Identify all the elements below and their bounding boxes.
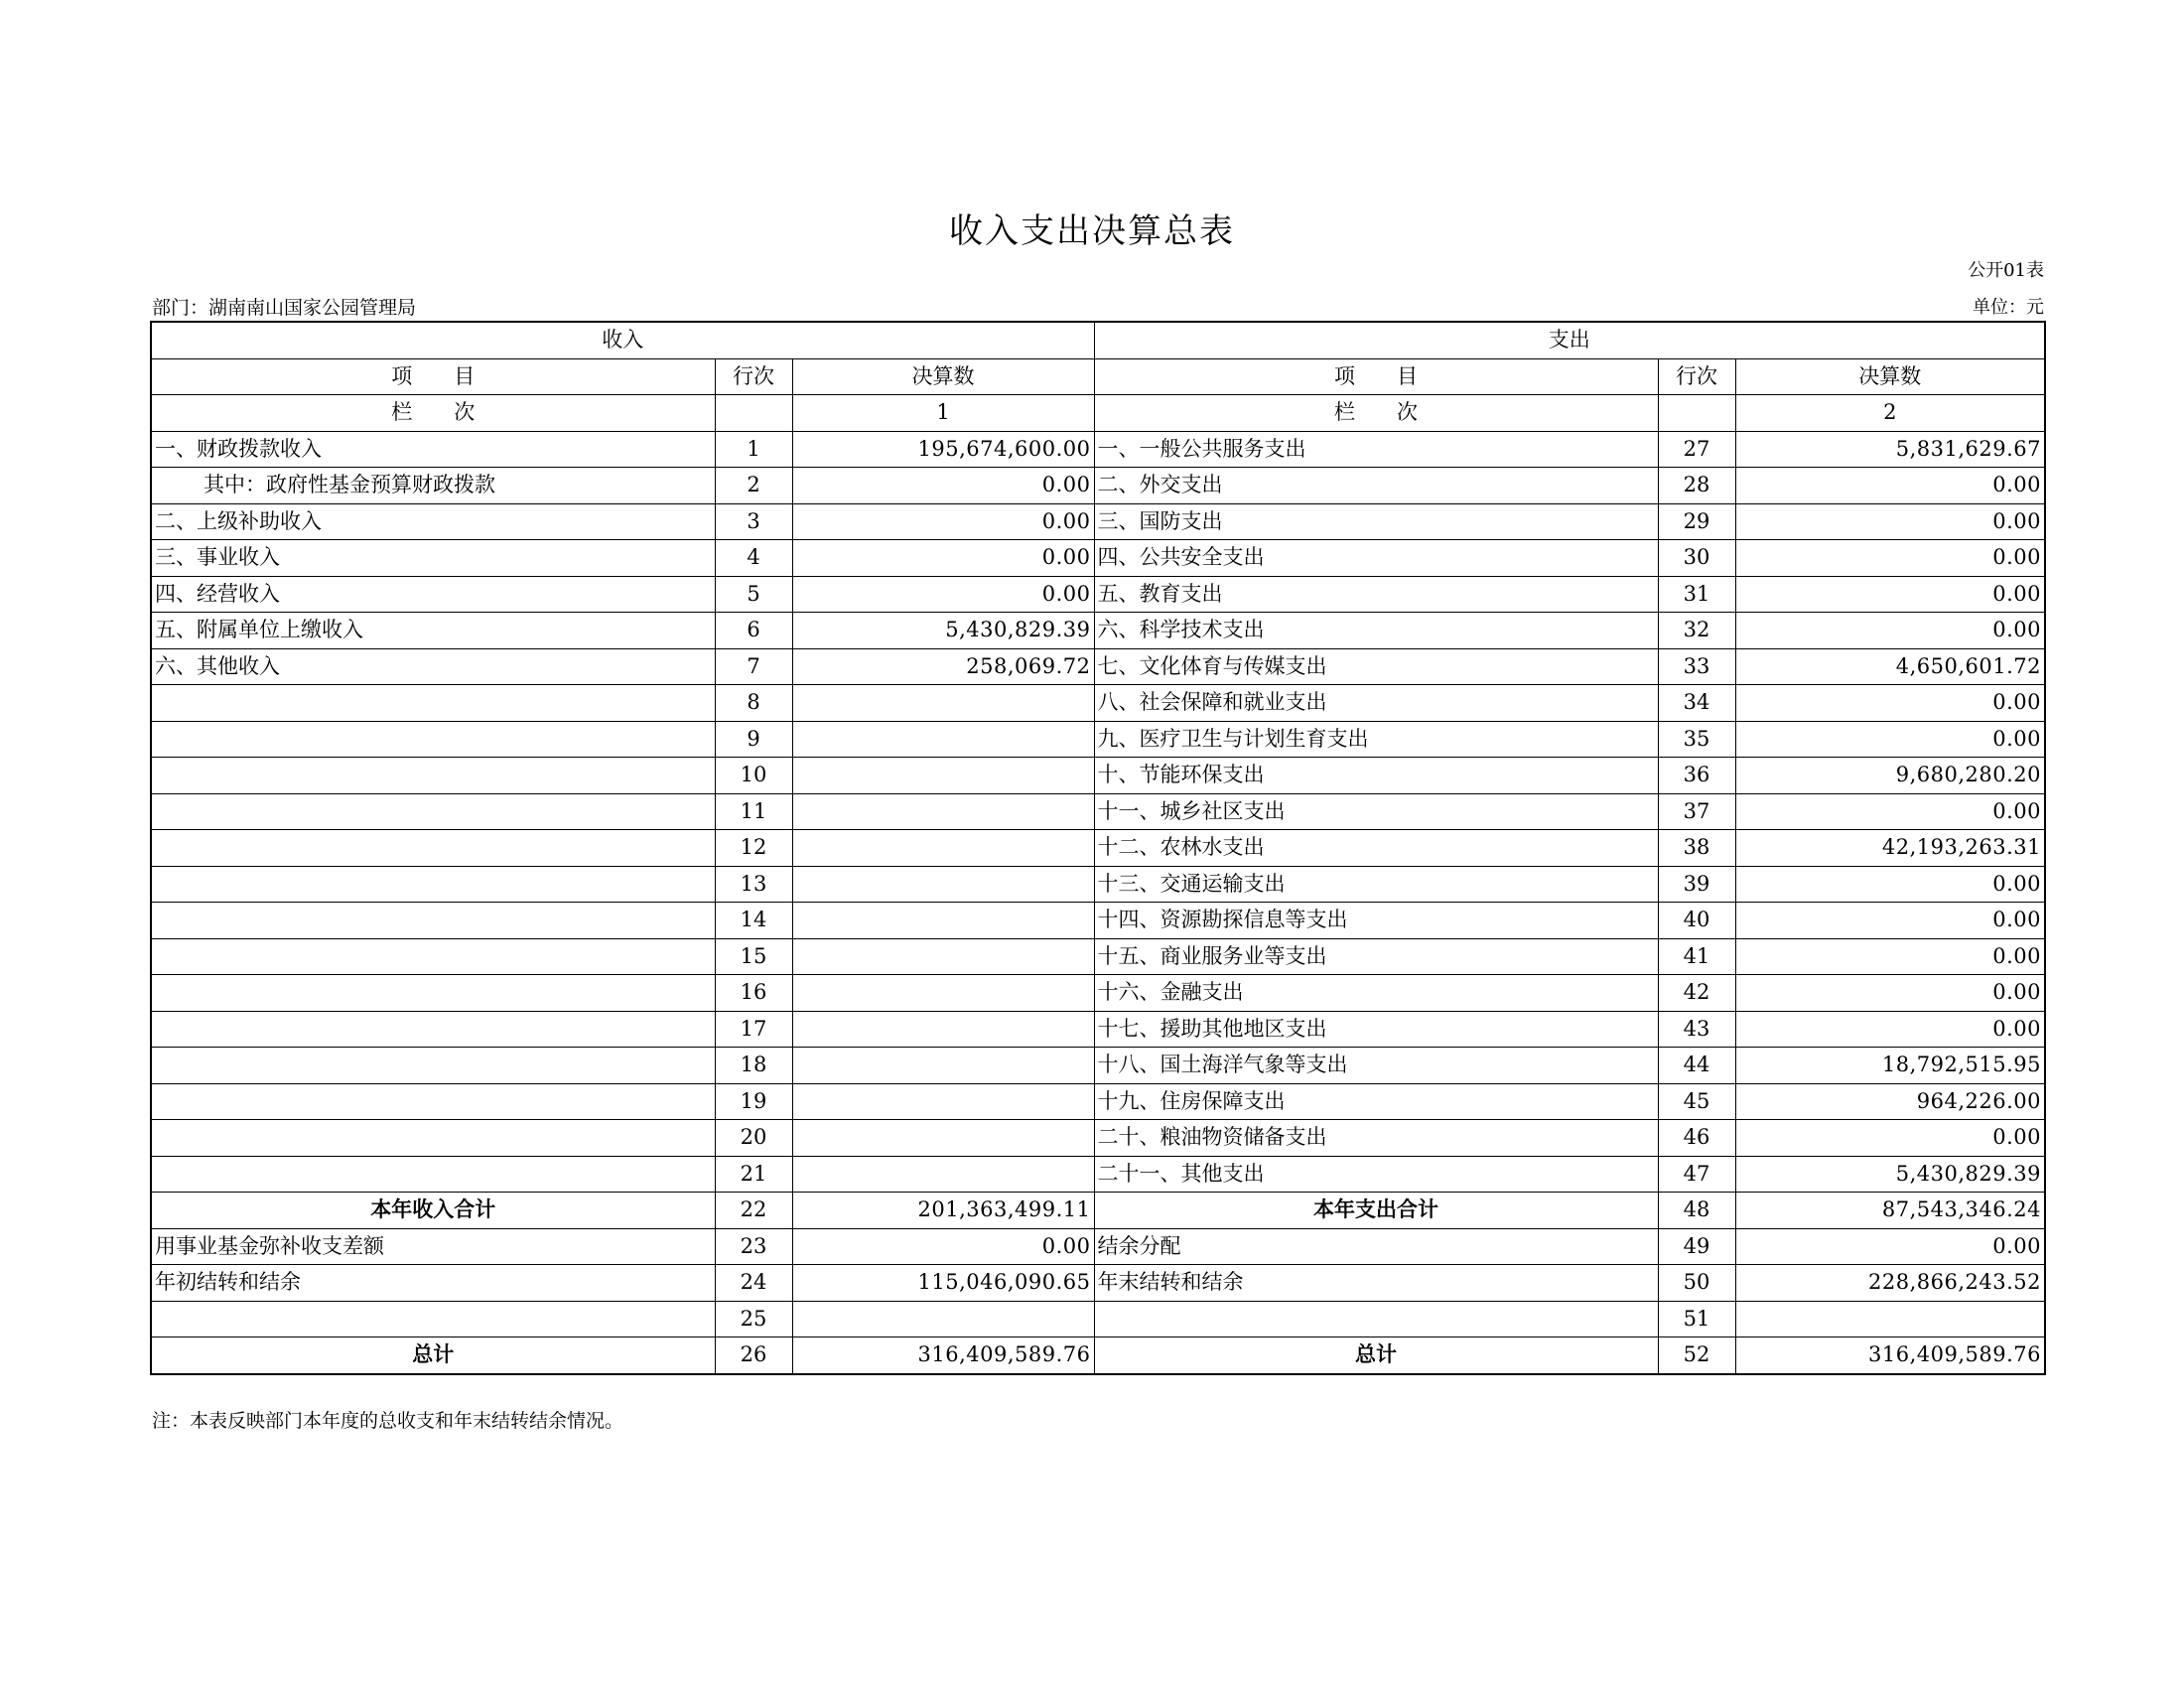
income-item-cell	[151, 793, 715, 830]
income-amount-header: 决算数	[792, 358, 1094, 395]
table-row	[151, 468, 2045, 504]
expense-row-no-cell: 52	[1658, 1337, 1735, 1374]
income-row-no-cell: 20	[715, 1120, 792, 1157]
expense-amount-cell: 0.00	[1735, 793, 2045, 830]
income-amount-cell	[792, 866, 1094, 903]
expense-amount-cell: 0.00	[1735, 468, 2045, 504]
income-row-no-header: 行次	[715, 358, 792, 395]
income-item-cell: 六、其他收入	[151, 648, 715, 685]
table-row	[151, 793, 2045, 830]
expense-row-no-cell: 33	[1658, 648, 1735, 685]
income-item-cell: 五、附属单位上缴收入	[151, 613, 715, 649]
income-item-cell: 其中：政府性基金预算财政拨款	[151, 468, 715, 504]
table-row	[151, 1011, 2045, 1048]
expense-amount-cell: 316,409,589.76	[1735, 1337, 2045, 1374]
income-row-no-cell: 11	[715, 793, 792, 830]
expense-item-cell: 二、外交支出	[1094, 468, 1658, 504]
expense-item-cell: 二十、粮油物资储备支出	[1094, 1120, 1658, 1157]
income-row-no-cell: 23	[715, 1228, 792, 1265]
income-amount-cell	[792, 830, 1094, 867]
income-amount-cell: 316,409,589.76	[792, 1337, 1094, 1374]
expense-amount-cell: 0.00	[1735, 540, 2045, 577]
table-row	[151, 503, 2045, 540]
income-item-cell	[151, 830, 715, 867]
income-row-no-cell: 18	[715, 1048, 792, 1084]
expense-amount-cell: 0.00	[1735, 613, 2045, 649]
income-amount-cell	[792, 758, 1094, 794]
table-row	[151, 685, 2045, 722]
expense-item-cell: 四、公共安全支出	[1094, 540, 1658, 577]
expense-row-no-cell: 51	[1658, 1301, 1735, 1337]
income-row-no-cell: 4	[715, 540, 792, 577]
expense-row-no-cell: 41	[1658, 938, 1735, 975]
income-item-cell	[151, 1156, 715, 1193]
expense-amount-cell: 0.00	[1735, 1011, 2045, 1048]
expense-column-label: 栏 次	[1094, 395, 1658, 432]
expense-row-no-cell: 37	[1658, 793, 1735, 830]
expense-item-cell: 十四、资源勘探信息等支出	[1094, 903, 1658, 939]
income-amount-cell	[792, 903, 1094, 939]
expense-column-number: 2	[1735, 395, 2045, 432]
income-row-no-cell: 22	[715, 1193, 792, 1229]
table-row	[151, 648, 2045, 685]
income-item-cell	[151, 685, 715, 722]
expense-row-no-cell: 31	[1658, 576, 1735, 613]
income-amount-cell: 5,430,829.39	[792, 613, 1094, 649]
expense-item-cell: 八、社会保障和就业支出	[1094, 685, 1658, 722]
footnote: 注：本表反映部门本年度的总收支和年末结转结余情况。	[152, 1410, 624, 1432]
expense-item-cell: 十五、商业服务业等支出	[1094, 938, 1658, 975]
expense-amount-cell: 5,430,829.39	[1735, 1156, 2045, 1193]
expense-row-no-cell: 34	[1658, 685, 1735, 722]
page-title: 收入支出决算总表	[949, 211, 1235, 251]
income-amount-cell: 195,674,600.00	[792, 431, 1094, 468]
table-row	[151, 431, 2045, 468]
income-item-header: 项 目	[151, 358, 715, 395]
income-row-no-cell: 25	[715, 1301, 792, 1337]
income-amount-cell: 0.00	[792, 540, 1094, 577]
expense-amount-cell: 964,226.00	[1735, 1083, 2045, 1120]
expense-item-cell: 十八、国土海洋气象等支出	[1094, 1048, 1658, 1084]
income-item-cell	[151, 1011, 715, 1048]
expense-row-no-cell: 38	[1658, 830, 1735, 867]
income-row-no-cell: 12	[715, 830, 792, 867]
column-header-row	[151, 358, 2045, 395]
section-header-row	[151, 322, 2045, 358]
income-column-label: 栏 次	[151, 395, 715, 432]
expense-row-no-cell: 27	[1658, 431, 1735, 468]
expense-section-header: 支出	[1094, 322, 2045, 358]
expense-amount-cell: 0.00	[1735, 1120, 2045, 1157]
expense-amount-cell: 87,543,346.24	[1735, 1193, 2045, 1229]
table-row	[151, 1156, 2045, 1193]
expense-row-no-cell: 43	[1658, 1011, 1735, 1048]
income-amount-cell: 115,046,090.65	[792, 1265, 1094, 1302]
table-row	[151, 758, 2045, 794]
income-amount-cell: 0.00	[792, 576, 1094, 613]
income-amount-cell	[792, 793, 1094, 830]
table-row	[151, 1301, 2045, 1337]
income-amount-cell	[792, 1120, 1094, 1157]
expense-item-cell: 六、科学技术支出	[1094, 613, 1658, 649]
income-item-cell	[151, 721, 715, 758]
table-row	[151, 1228, 2045, 1265]
expense-column-blank	[1658, 395, 1735, 432]
expense-amount-cell: 0.00	[1735, 866, 2045, 903]
expense-item-cell: 年末结转和结余	[1094, 1265, 1658, 1302]
table-row	[151, 1337, 2045, 1374]
expense-item-cell: 结余分配	[1094, 1228, 1658, 1265]
income-row-no-cell: 19	[715, 1083, 792, 1120]
income-row-no-cell: 16	[715, 975, 792, 1012]
table-row	[151, 903, 2045, 939]
income-item-cell	[151, 1120, 715, 1157]
income-amount-cell: 201,363,499.11	[792, 1193, 1094, 1229]
income-amount-cell: 0.00	[792, 468, 1094, 504]
expense-amount-cell: 0.00	[1735, 938, 2045, 975]
department-label: 部门：湖南南山国家公园管理局	[152, 297, 417, 319]
expense-amount-cell: 9,680,280.20	[1735, 758, 2045, 794]
expense-item-cell: 二十一、其他支出	[1094, 1156, 1658, 1193]
expense-row-no-cell: 45	[1658, 1083, 1735, 1120]
expense-row-no-cell: 30	[1658, 540, 1735, 577]
income-amount-cell	[792, 938, 1094, 975]
income-row-no-cell: 8	[715, 685, 792, 722]
expense-amount-cell: 0.00	[1735, 576, 2045, 613]
table-row	[151, 1083, 2045, 1120]
table-row	[151, 938, 2045, 975]
table-row	[151, 721, 2045, 758]
expense-row-no-header: 行次	[1658, 358, 1735, 395]
expense-amount-cell: 0.00	[1735, 1228, 2045, 1265]
expense-row-no-cell: 28	[1658, 468, 1735, 504]
expense-amount-cell: 228,866,243.52	[1735, 1265, 2045, 1302]
table-row	[151, 613, 2045, 649]
income-column-blank	[715, 395, 792, 432]
expense-row-no-cell: 36	[1658, 758, 1735, 794]
expense-row-no-cell: 42	[1658, 975, 1735, 1012]
table-row	[151, 1265, 2045, 1302]
expense-row-no-cell: 46	[1658, 1120, 1735, 1157]
expense-item-cell: 七、文化体育与传媒支出	[1094, 648, 1658, 685]
income-amount-cell	[792, 685, 1094, 722]
budget-summary-table	[150, 321, 2046, 1375]
income-item-cell: 用事业基金弥补收支差额	[151, 1228, 715, 1265]
income-amount-cell	[792, 1156, 1094, 1193]
expense-amount-cell: 5,831,629.67	[1735, 431, 2045, 468]
expense-item-cell: 十二、农林水支出	[1094, 830, 1658, 867]
expense-item-cell: 十七、援助其他地区支出	[1094, 1011, 1658, 1048]
income-amount-cell	[792, 1011, 1094, 1048]
income-row-no-cell: 2	[715, 468, 792, 504]
income-row-no-cell: 13	[715, 866, 792, 903]
form-code: 公开01表	[1968, 260, 2044, 281]
expense-item-cell: 一、一般公共服务支出	[1094, 431, 1658, 468]
expense-amount-cell: 0.00	[1735, 503, 2045, 540]
expense-item-cell: 五、教育支出	[1094, 576, 1658, 613]
table-row	[151, 1193, 2045, 1229]
income-item-cell: 总计	[151, 1337, 715, 1374]
unit-label: 单位：元	[1973, 297, 2044, 318]
income-row-no-cell: 3	[715, 503, 792, 540]
expense-amount-cell: 0.00	[1735, 903, 2045, 939]
expense-row-no-cell: 49	[1658, 1228, 1735, 1265]
income-row-no-cell: 17	[715, 1011, 792, 1048]
income-row-no-cell: 5	[715, 576, 792, 613]
expense-row-no-cell: 32	[1658, 613, 1735, 649]
income-row-no-cell: 26	[715, 1337, 792, 1374]
income-item-cell: 二、上级补助收入	[151, 503, 715, 540]
expense-item-cell: 本年支出合计	[1094, 1193, 1658, 1229]
income-item-cell: 年初结转和结余	[151, 1265, 715, 1302]
expense-item-cell	[1094, 1301, 1658, 1337]
expense-item-cell: 十三、交通运输支出	[1094, 866, 1658, 903]
income-amount-cell	[792, 975, 1094, 1012]
table-row	[151, 866, 2045, 903]
income-column-number: 1	[792, 395, 1094, 432]
expense-amount-cell: 0.00	[1735, 721, 2045, 758]
table-row	[151, 1120, 2045, 1157]
income-item-cell	[151, 1048, 715, 1084]
income-row-no-cell: 9	[715, 721, 792, 758]
income-item-cell	[151, 1301, 715, 1337]
income-item-cell	[151, 758, 715, 794]
table-row	[151, 830, 2045, 867]
expense-item-cell: 十、节能环保支出	[1094, 758, 1658, 794]
table-row	[151, 1048, 2045, 1084]
income-item-cell	[151, 938, 715, 975]
expense-row-no-cell: 35	[1658, 721, 1735, 758]
expense-row-no-cell: 39	[1658, 866, 1735, 903]
expense-item-cell: 三、国防支出	[1094, 503, 1658, 540]
table-row	[151, 975, 2045, 1012]
income-amount-cell: 258,069.72	[792, 648, 1094, 685]
income-row-no-cell: 14	[715, 903, 792, 939]
expense-item-cell: 十一、城乡社区支出	[1094, 793, 1658, 830]
income-section-header: 收入	[151, 322, 1094, 358]
table-row	[151, 540, 2045, 577]
income-row-no-cell: 6	[715, 613, 792, 649]
income-amount-cell	[792, 1301, 1094, 1337]
income-row-no-cell: 10	[715, 758, 792, 794]
expense-item-cell: 总计	[1094, 1337, 1658, 1374]
income-amount-cell	[792, 1048, 1094, 1084]
income-row-no-cell: 1	[715, 431, 792, 468]
expense-row-no-cell: 50	[1658, 1265, 1735, 1302]
expense-amount-header: 决算数	[1735, 358, 2045, 395]
income-item-cell	[151, 903, 715, 939]
income-amount-cell	[792, 721, 1094, 758]
income-item-cell: 本年收入合计	[151, 1193, 715, 1229]
income-item-cell: 三、事业收入	[151, 540, 715, 577]
expense-item-cell: 十九、住房保障支出	[1094, 1083, 1658, 1120]
income-item-cell	[151, 1083, 715, 1120]
income-row-no-cell: 21	[715, 1156, 792, 1193]
expense-amount-cell	[1735, 1301, 2045, 1337]
income-item-cell	[151, 975, 715, 1012]
income-row-no-cell: 7	[715, 648, 792, 685]
expense-item-header: 项 目	[1094, 358, 1658, 395]
expense-item-cell: 九、医疗卫生与计划生育支出	[1094, 721, 1658, 758]
expense-row-no-cell: 44	[1658, 1048, 1735, 1084]
expense-item-cell: 十六、金融支出	[1094, 975, 1658, 1012]
income-amount-cell: 0.00	[792, 503, 1094, 540]
income-amount-cell	[792, 1083, 1094, 1120]
expense-row-no-cell: 29	[1658, 503, 1735, 540]
expense-amount-cell: 0.00	[1735, 975, 2045, 1012]
expense-row-no-cell: 40	[1658, 903, 1735, 939]
table-body	[151, 431, 2045, 1374]
expense-row-no-cell: 48	[1658, 1193, 1735, 1229]
income-row-no-cell: 15	[715, 938, 792, 975]
expense-amount-cell: 4,650,601.72	[1735, 648, 2045, 685]
expense-row-no-cell: 47	[1658, 1156, 1735, 1193]
income-item-cell: 四、经营收入	[151, 576, 715, 613]
income-row-no-cell: 24	[715, 1265, 792, 1302]
expense-amount-cell: 0.00	[1735, 685, 2045, 722]
income-amount-cell: 0.00	[792, 1228, 1094, 1265]
table-row	[151, 576, 2045, 613]
expense-amount-cell: 42,193,263.31	[1735, 830, 2045, 867]
expense-amount-cell: 18,792,515.95	[1735, 1048, 2045, 1084]
income-item-cell: 一、财政拨款收入	[151, 431, 715, 468]
income-item-cell	[151, 866, 715, 903]
column-number-row	[151, 395, 2045, 432]
